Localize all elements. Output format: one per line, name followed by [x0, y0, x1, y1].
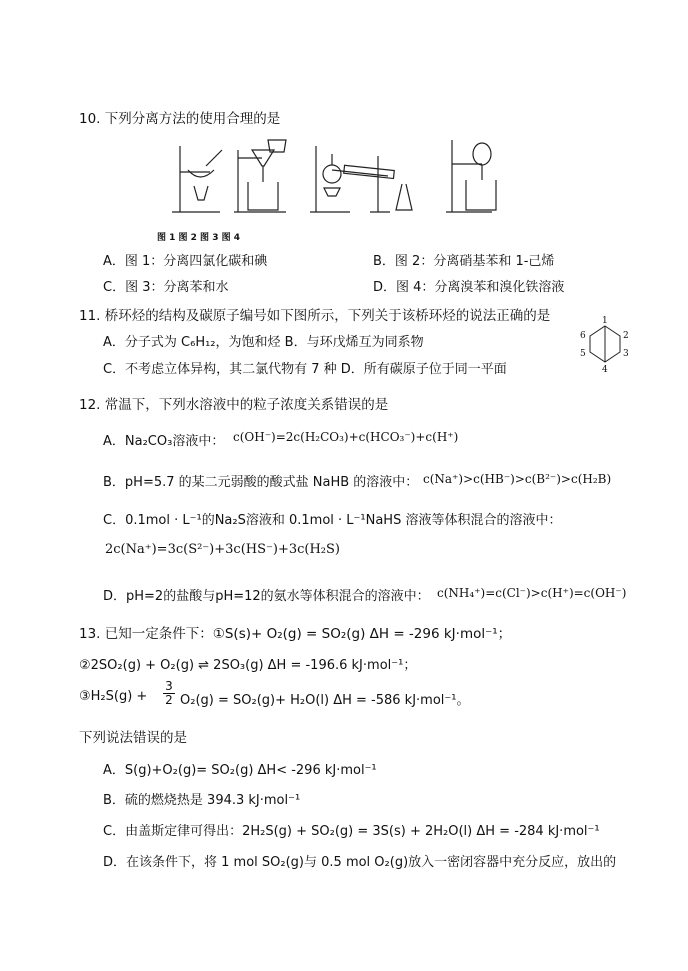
atom-label-4: 4	[602, 365, 608, 375]
q12-option-b-equation: c(Na⁺)>c(HB⁻)>c(B²⁻)>c(H₂B)	[423, 472, 612, 486]
q10-figure-caption: 图 1 图 2 图 3 图 4	[157, 233, 240, 243]
q13-lead: 下列说法错误的是	[79, 730, 187, 746]
q12-option-c-equation: 2c(Na⁺)=3c(S²⁻)+3c(HS⁻)+3c(H₂S)	[105, 542, 340, 557]
q11-option-ab: A．分子式为 C₆H₁₂，为饱和烃 B．与环戊烯互为同系物	[103, 335, 424, 350]
fraction-denominator: 2	[163, 693, 175, 707]
bicyclic-structure-figure	[578, 316, 638, 374]
q13-equation-3-post: O₂(g) = SO₂(g)+ H₂O(l) ΔH = -586 kJ·mol⁻¹。	[180, 693, 470, 708]
q12-option-d-equation: c(NH₄⁺)=c(Cl⁻)>c(H⁺)=c(OH⁻)	[437, 586, 627, 600]
q10-option-d: D．图 4：分离溴苯和溴化铁溶液	[373, 280, 565, 295]
apparatus-3-icon	[310, 146, 412, 212]
fraction-numerator: 3	[165, 679, 173, 693]
apparatus-1-icon	[172, 146, 222, 212]
q13-option-a: A．S(g)+O₂(g)= SO₂(g) ΔH< -296 kJ·mol⁻¹	[103, 763, 377, 778]
q13-stem: 13. 已知一定条件下：①S(s)+ O₂(g) = SO₂(g) ΔH = -296 kJ·mol⁻¹；	[79, 626, 512, 642]
atom-label-3: 3	[623, 349, 629, 359]
q10-option-b: B．图 2：分离硝基苯和 1-己烯	[373, 254, 555, 269]
apparatus-2-icon	[234, 140, 286, 212]
atom-label-6: 6	[580, 331, 586, 341]
q11-stem: 11. 桥环烃的结构及碳原子编号如下图所示，下列关于该桥环烃的说法正确的是	[79, 308, 551, 324]
q13-equation-3-pre: ③H₂S(g) +	[79, 689, 148, 704]
atom-label-1: 1	[602, 316, 608, 326]
q12-option-d-label: D．pH=2的盐酸与pH=12的氨水等体积混合的溶液中：	[103, 589, 430, 604]
q13-option-b: B．硫的燃烧热是 394.3 kJ·mol⁻¹	[103, 793, 301, 808]
atom-label-2: 2	[623, 331, 629, 341]
q12-option-a-label: A．Na₂CO₃溶液中：	[103, 434, 225, 449]
q13-option-c: C．由盖斯定律可得出：2H₂S(g) + SO₂(g) = 3S(s) + 2H₂O(l) ΔH = -284 kJ·mol⁻¹	[103, 824, 600, 839]
q11-option-cd: C．不考虑立体异构，其二氯代物有 7 种 D．所有碳原子位于同一平面	[103, 362, 507, 377]
q13-option-d: D．在该条件下，将 1 mol SO₂(g)与 0.5 mol O₂(g)放入一密闭容器中充分反应，放出的	[103, 855, 617, 870]
q12-option-b-label: B．pH=5.7 的某二元弱酸的酸式盐 NaHB 的溶液中：	[103, 475, 419, 490]
q12-stem: 12. 常温下，下列水溶液中的粒子浓度关系错误的是	[79, 397, 389, 413]
apparatus-4-icon	[446, 140, 496, 212]
q12-option-a-equation: c(OH⁻)=2c(H₂CO₃)+c(HCO₃⁻)+c(H⁺)	[233, 430, 459, 444]
q10-apparatus-figure	[170, 136, 500, 218]
q12-option-c-label: C．0.1mol · L⁻¹的Na₂S溶液和 0.1mol · L⁻¹NaHS 溶液等体积混合的溶液中：	[103, 513, 562, 528]
q10-option-c: C．图 3：分离苯和水	[103, 280, 229, 295]
q13-fraction	[163, 680, 175, 707]
q13-equation-2: ②2SO₂(g) + O₂(g) ⇌ 2SO₃(g) ΔH = -196.6 kJ·mol⁻¹；	[79, 658, 417, 673]
atom-label-5: 5	[580, 349, 586, 359]
q10-option-a: A．图 1：分离四氯化碳和碘	[103, 254, 268, 269]
q10-stem: 10. 下列分离方法的使用合理的是	[79, 111, 281, 127]
